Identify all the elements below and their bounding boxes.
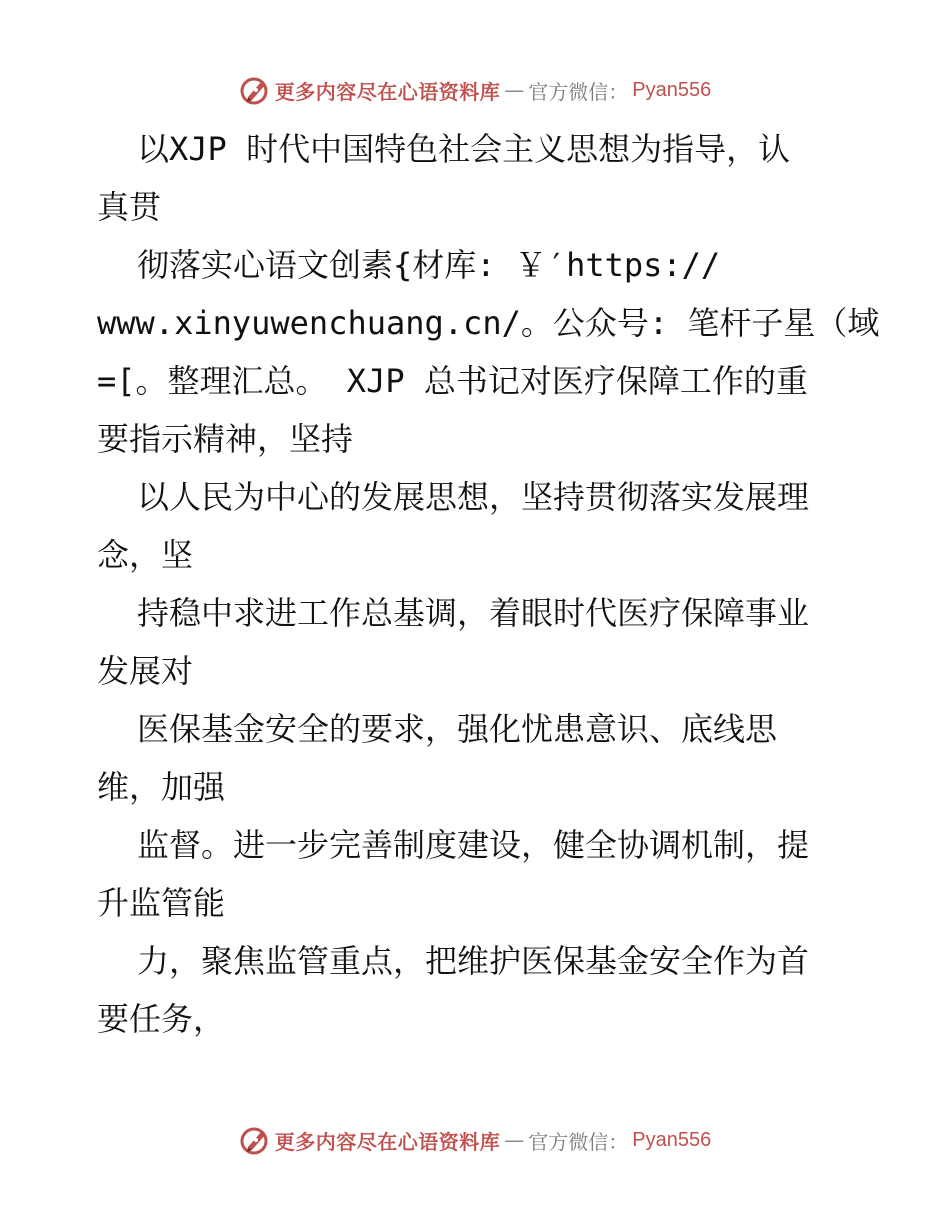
- body-line: 维，加强: [97, 768, 226, 806]
- body-line: 念，坚: [97, 536, 194, 574]
- body-line: 要任务，: [97, 1000, 226, 1038]
- footer-separator: —: [504, 1128, 525, 1152]
- body-line: 医保基金安全的要求，强化忧患意识、底线思: [137, 710, 778, 748]
- body-line: 要指示精神，坚持: [97, 420, 354, 458]
- body-line: www.xinyuwenchuang.cn/。公众号: 笔杆子星（域: [97, 304, 880, 342]
- body-line: 发展对: [97, 652, 194, 690]
- footer-site-text: 更多内容尽在心语资料库: [274, 1129, 501, 1154]
- body-line: 持稳中求进工作总基调，着眼时代医疗保障事业: [137, 594, 810, 632]
- footer-banner-content: [239, 1124, 711, 1156]
- pen-logo-icon: [239, 74, 271, 106]
- body-line: 监督。进一步完善制度建设，健全协调机制，提: [137, 826, 810, 864]
- header-banner-content: [239, 74, 711, 106]
- body-line: 以人民为中心的发展思想，坚持贯彻落实发展理: [137, 478, 810, 516]
- footer-banner: [0, 1120, 950, 1160]
- body-line: 彻落实心语文创素{材库: ￥′https://: [137, 246, 721, 284]
- header-site-text: 更多内容尽在心语资料库: [274, 79, 501, 104]
- header-separator: —: [504, 78, 525, 102]
- pen-logo-icon: [239, 1124, 271, 1156]
- body-line: =[。整理汇总。 XJP 总书记对医疗保障工作的重: [97, 362, 808, 400]
- footer-wechat-label: 官方微信：: [528, 1129, 629, 1154]
- footer-wechat-id: Pyan556: [632, 1128, 712, 1151]
- header-wechat-label: 官方微信：: [528, 79, 629, 104]
- body-line: 力，聚焦监管重点，把维护医保基金安全作为首: [137, 942, 810, 980]
- header-banner: [0, 70, 950, 110]
- body-text: [97, 120, 880, 1048]
- body-line: 升监管能: [97, 884, 226, 922]
- body-line: 真贯: [97, 188, 162, 226]
- header-wechat-id: Pyan556: [632, 78, 712, 101]
- body-line: 以XJP 时代中国特色社会主义思想为指导，认: [137, 130, 791, 168]
